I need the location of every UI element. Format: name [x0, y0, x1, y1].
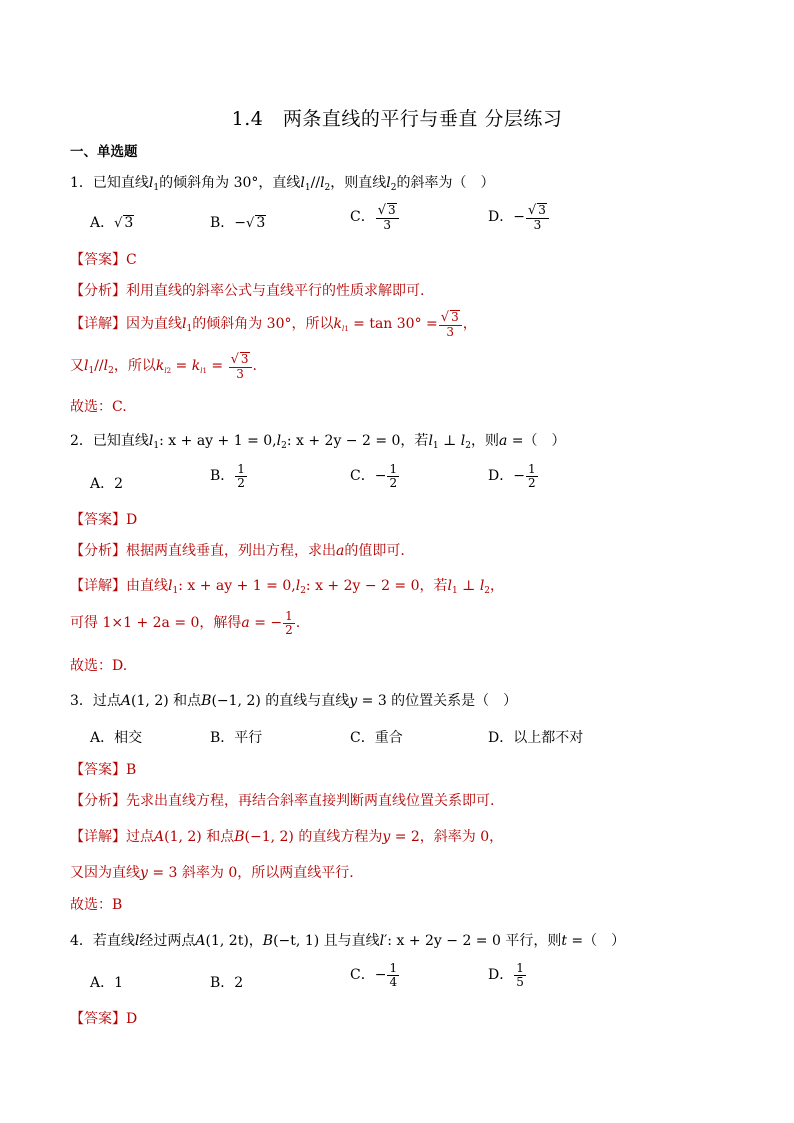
q1-option-a: A．√ 3	[90, 215, 134, 231]
q3-option-c: C．重合	[350, 730, 403, 746]
q2-analysis: 【分析】根据两直线垂直，列出方程，求出a的值即可.	[70, 543, 405, 559]
q2-answer: 【答案】D	[70, 512, 138, 528]
q2-option-a: A．2	[90, 476, 124, 492]
q3-detail: 【详解】过点A(1, 2) 和点B(−1, 2) 的直线方程为y = 2，斜率为 0，	[70, 829, 504, 845]
q1-detail-line2: 又$l_1//l_2$，所以$k_{l2} = k_{l1}$ = $\frac{√ 3}{3}$ .	[70, 352, 257, 381]
q3-option-a: A．相交	[90, 730, 143, 746]
q2-option-c: C．− $\frac{1}{2}$	[350, 462, 398, 490]
q2-option-d: D．− $\frac{1}{2}$	[488, 462, 536, 490]
q1-option-d: D．− $\frac{√ 3}{3}$	[488, 203, 550, 231]
q3-analysis: 【分析】先求出直线方程，再结合斜率直接判断两直线位置关系即可.	[70, 793, 495, 809]
q1-detail: 【详解】因为直线$l_1$的倾斜角为 30°，所以$k_{l1} = \tan 30^\circ$ = $\frac{√ 3}{3}$ ，	[70, 310, 477, 339]
q4-option-a: A．1	[90, 975, 124, 991]
q3-option-d: D．以上都不对	[488, 730, 584, 746]
section-heading: 一、单选题	[70, 144, 138, 160]
q2-detail: 【详解】由直线$l_1$: x + ay + $1 = 0,l_2$: x + 2y − 2 = 0，若$l_1$ ⊥ $l_2$，	[70, 578, 505, 596]
question-4-stem: 4．若直线l经过两点A(1, 2t)，B(−t, 1) 且与直线l′: x + 2y − 2 = 0 平行，则t =（ ）	[70, 933, 626, 949]
q1-analysis: 【分析】利用直线的斜率公式与直线平行的性质求解即可.	[70, 283, 425, 299]
q4-option-b: B．2	[210, 975, 244, 991]
q3-answer: 【答案】B	[70, 762, 137, 778]
q1-choose: 故选：C.	[70, 399, 127, 415]
q1-answer: 【答案】C	[70, 252, 137, 268]
q4-answer: 【答案】D	[70, 1011, 138, 1027]
page-title: 1.4 两条直线的平行与垂直 分层练习	[231, 108, 563, 130]
q2-detail-line2: 可得 1×1 + 2a = 0，解得a = − $\frac{1}{2}$ .	[70, 609, 301, 637]
q3-option-b: B．平行	[210, 730, 263, 746]
q3-detail-line2: 又因为直线y = 3 斜率为 0，所以两直线平行.	[70, 865, 354, 881]
q2-choose: 故选：D.	[70, 658, 128, 674]
question-2-stem: 2．已知直线$l_1$: x + ay + $1 = 0,l_2$: x + 2y − 2 = 0，若$l_1$ ⊥ $l_2$，则a =（ ）	[70, 433, 566, 451]
q3-choose: 故选：B	[70, 897, 123, 913]
q2-option-b: B． $\frac{1}{2}$	[210, 462, 245, 490]
q1-option-c: C． $\frac{√ 3}{3}$	[350, 203, 400, 231]
question-3-stem: 3．过点A(1, 2) 和点B(−1, 2) 的直线与直线y = 3 的位置关系是（ ）	[70, 693, 518, 709]
q1-option-b: B．−√ 3	[210, 215, 266, 231]
q4-option-d: D． $\frac{1}{5}$	[488, 961, 524, 989]
question-1-stem: 1．已知直线$l_1$的倾斜角为 30°，直线$l_1//l_2$，则直线$l_2$的斜率为（ ）	[70, 175, 495, 193]
q4-option-c: C．− $\frac{1}{4}$	[350, 961, 398, 989]
